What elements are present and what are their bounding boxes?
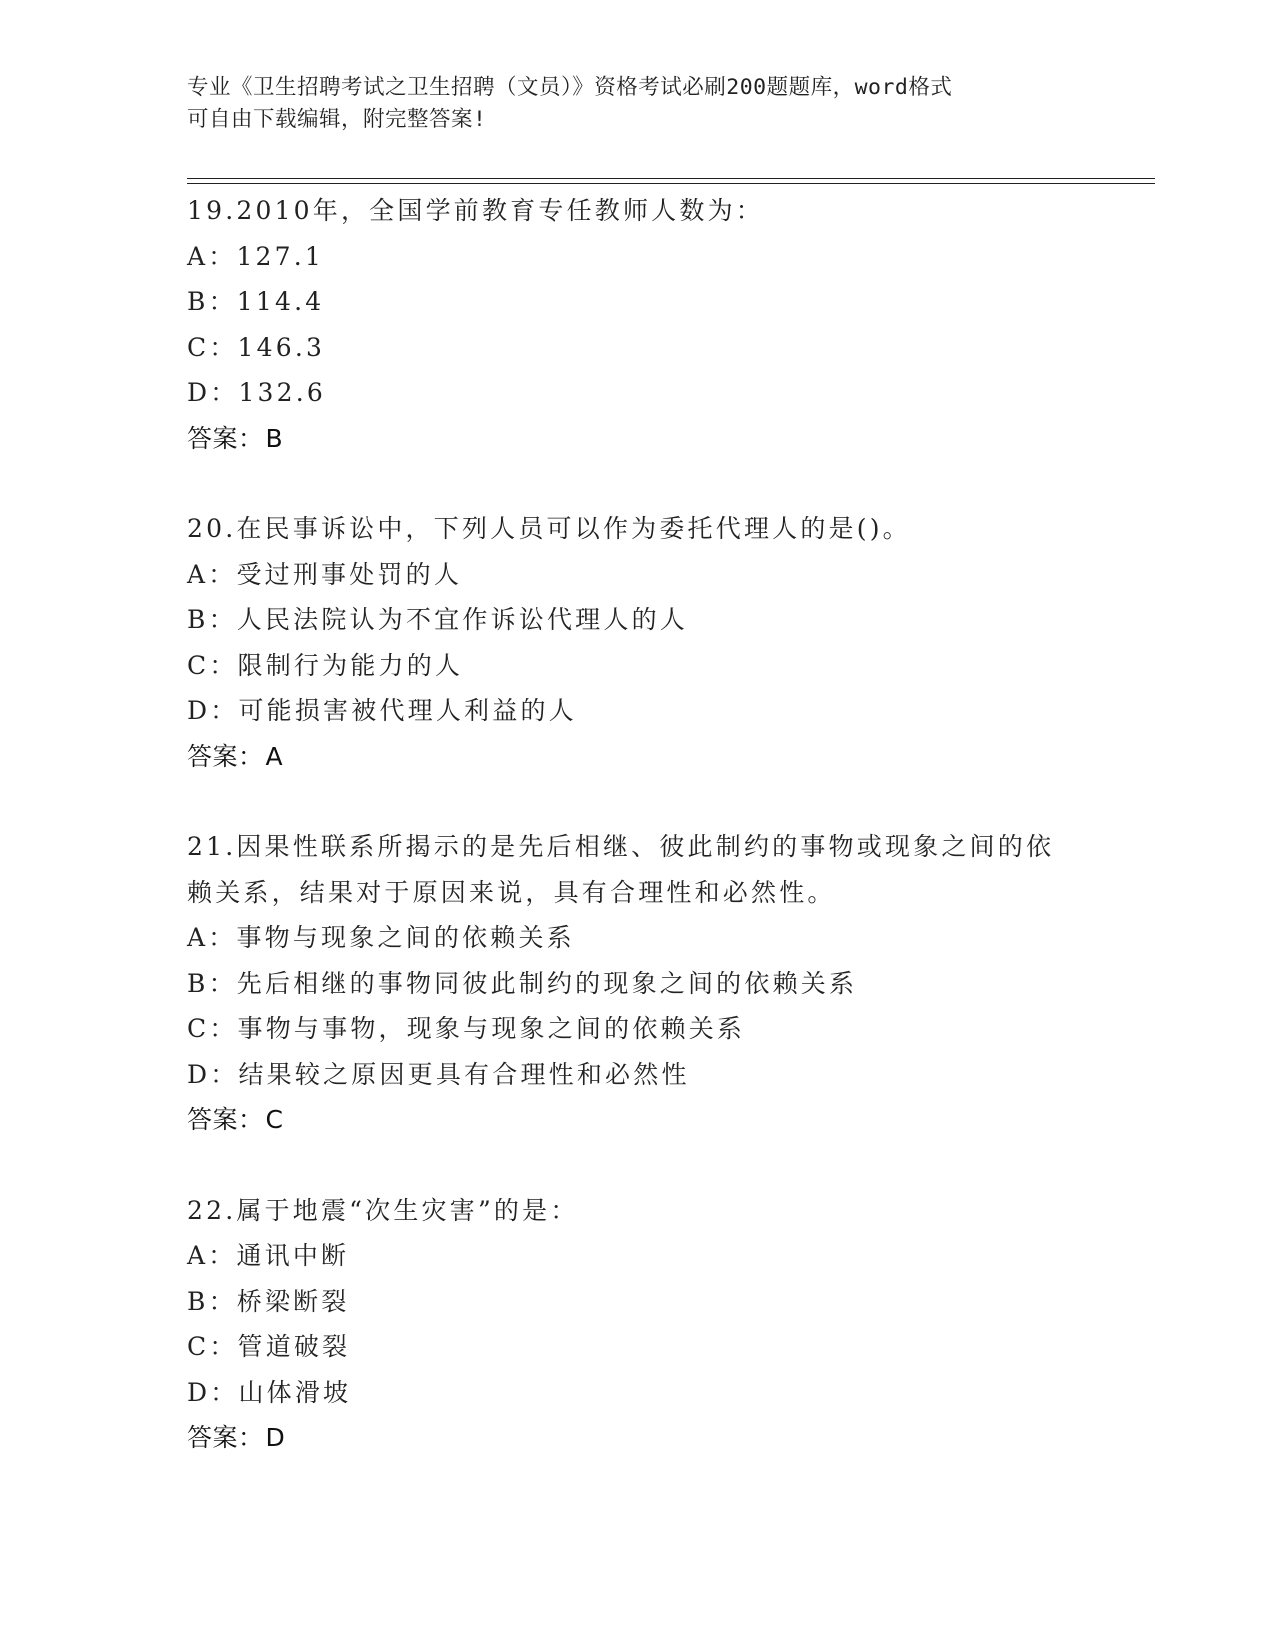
option-d: D：可能损害被代理人利益的人: [187, 696, 577, 725]
header-divider-bottom: [187, 183, 1155, 184]
question-stem: 19.2010年，全国学前教育专任教师人数为：: [187, 196, 764, 225]
question-stem: 20.在民事诉讼中，下列人员可以作为委托代理人的是()。: [187, 514, 911, 543]
question-20: [187, 506, 1127, 779]
header-divider-top: [187, 178, 1155, 179]
option-a: A：通讯中断: [187, 1241, 350, 1270]
option-d: D：山体滑坡: [187, 1377, 352, 1407]
answer-value: A: [265, 741, 284, 771]
option-b: B：人民法院认为不宜作诉讼代理人的人: [187, 605, 688, 634]
header-line-1: 专业《卫生招聘考试之卫生招聘（文员）》资格考试必刷200题题库，word格式: [187, 75, 953, 100]
answer-line: [187, 416, 1127, 462]
option-b: B：114.4: [187, 287, 325, 316]
option-c: C：管道破裂: [187, 1332, 351, 1361]
answer-value: C: [265, 1105, 284, 1134]
question-19: [187, 188, 1127, 461]
option-a: A：事物与现象之间的依赖关系: [187, 923, 575, 952]
answer-label: 答案：: [187, 741, 264, 771]
question-stem: 21.因果性联系所揭示的是先后相继、彼此制约的事物或现象之间的依: [187, 832, 1055, 861]
question-stem-continued: 赖关系，结果对于原因来说，具有合理性和必然性。: [187, 877, 836, 907]
option-a: A：127.1: [187, 241, 325, 271]
option-b: B：桥梁断裂: [187, 1286, 350, 1316]
header-line-2: 可自由下载编辑，附完整答案!: [187, 107, 487, 132]
answer-line: [187, 1097, 1127, 1143]
question-22: [187, 1188, 1127, 1461]
option-a: A：受过刑事处罚的人: [187, 559, 463, 589]
option-d: D：132.6: [187, 378, 327, 407]
option-c: C：限制行为能力的人: [187, 650, 464, 680]
answer-value: D: [265, 1423, 286, 1452]
option-d: D：结果较之原因更具有合理性和必然性: [187, 1059, 690, 1089]
answer-line: [187, 1415, 1127, 1461]
answer-label: 答案：: [187, 1105, 264, 1134]
answer-value: B: [265, 423, 284, 453]
document-header: [187, 72, 1087, 136]
question-stem: 22.属于地震“次生灾害”的是：: [187, 1195, 579, 1225]
question-21: [187, 824, 1127, 1143]
answer-label: 答案：: [187, 1423, 264, 1452]
answer-line: [187, 734, 1127, 780]
option-c: C：146.3: [187, 332, 326, 362]
question-list: [187, 188, 1127, 1506]
answer-label: 答案：: [187, 423, 264, 453]
option-c: C：事物与事物，现象与现象之间的依赖关系: [187, 1014, 746, 1043]
option-b: B：先后相继的事物同彼此制约的现象之间的依赖关系: [187, 968, 858, 998]
